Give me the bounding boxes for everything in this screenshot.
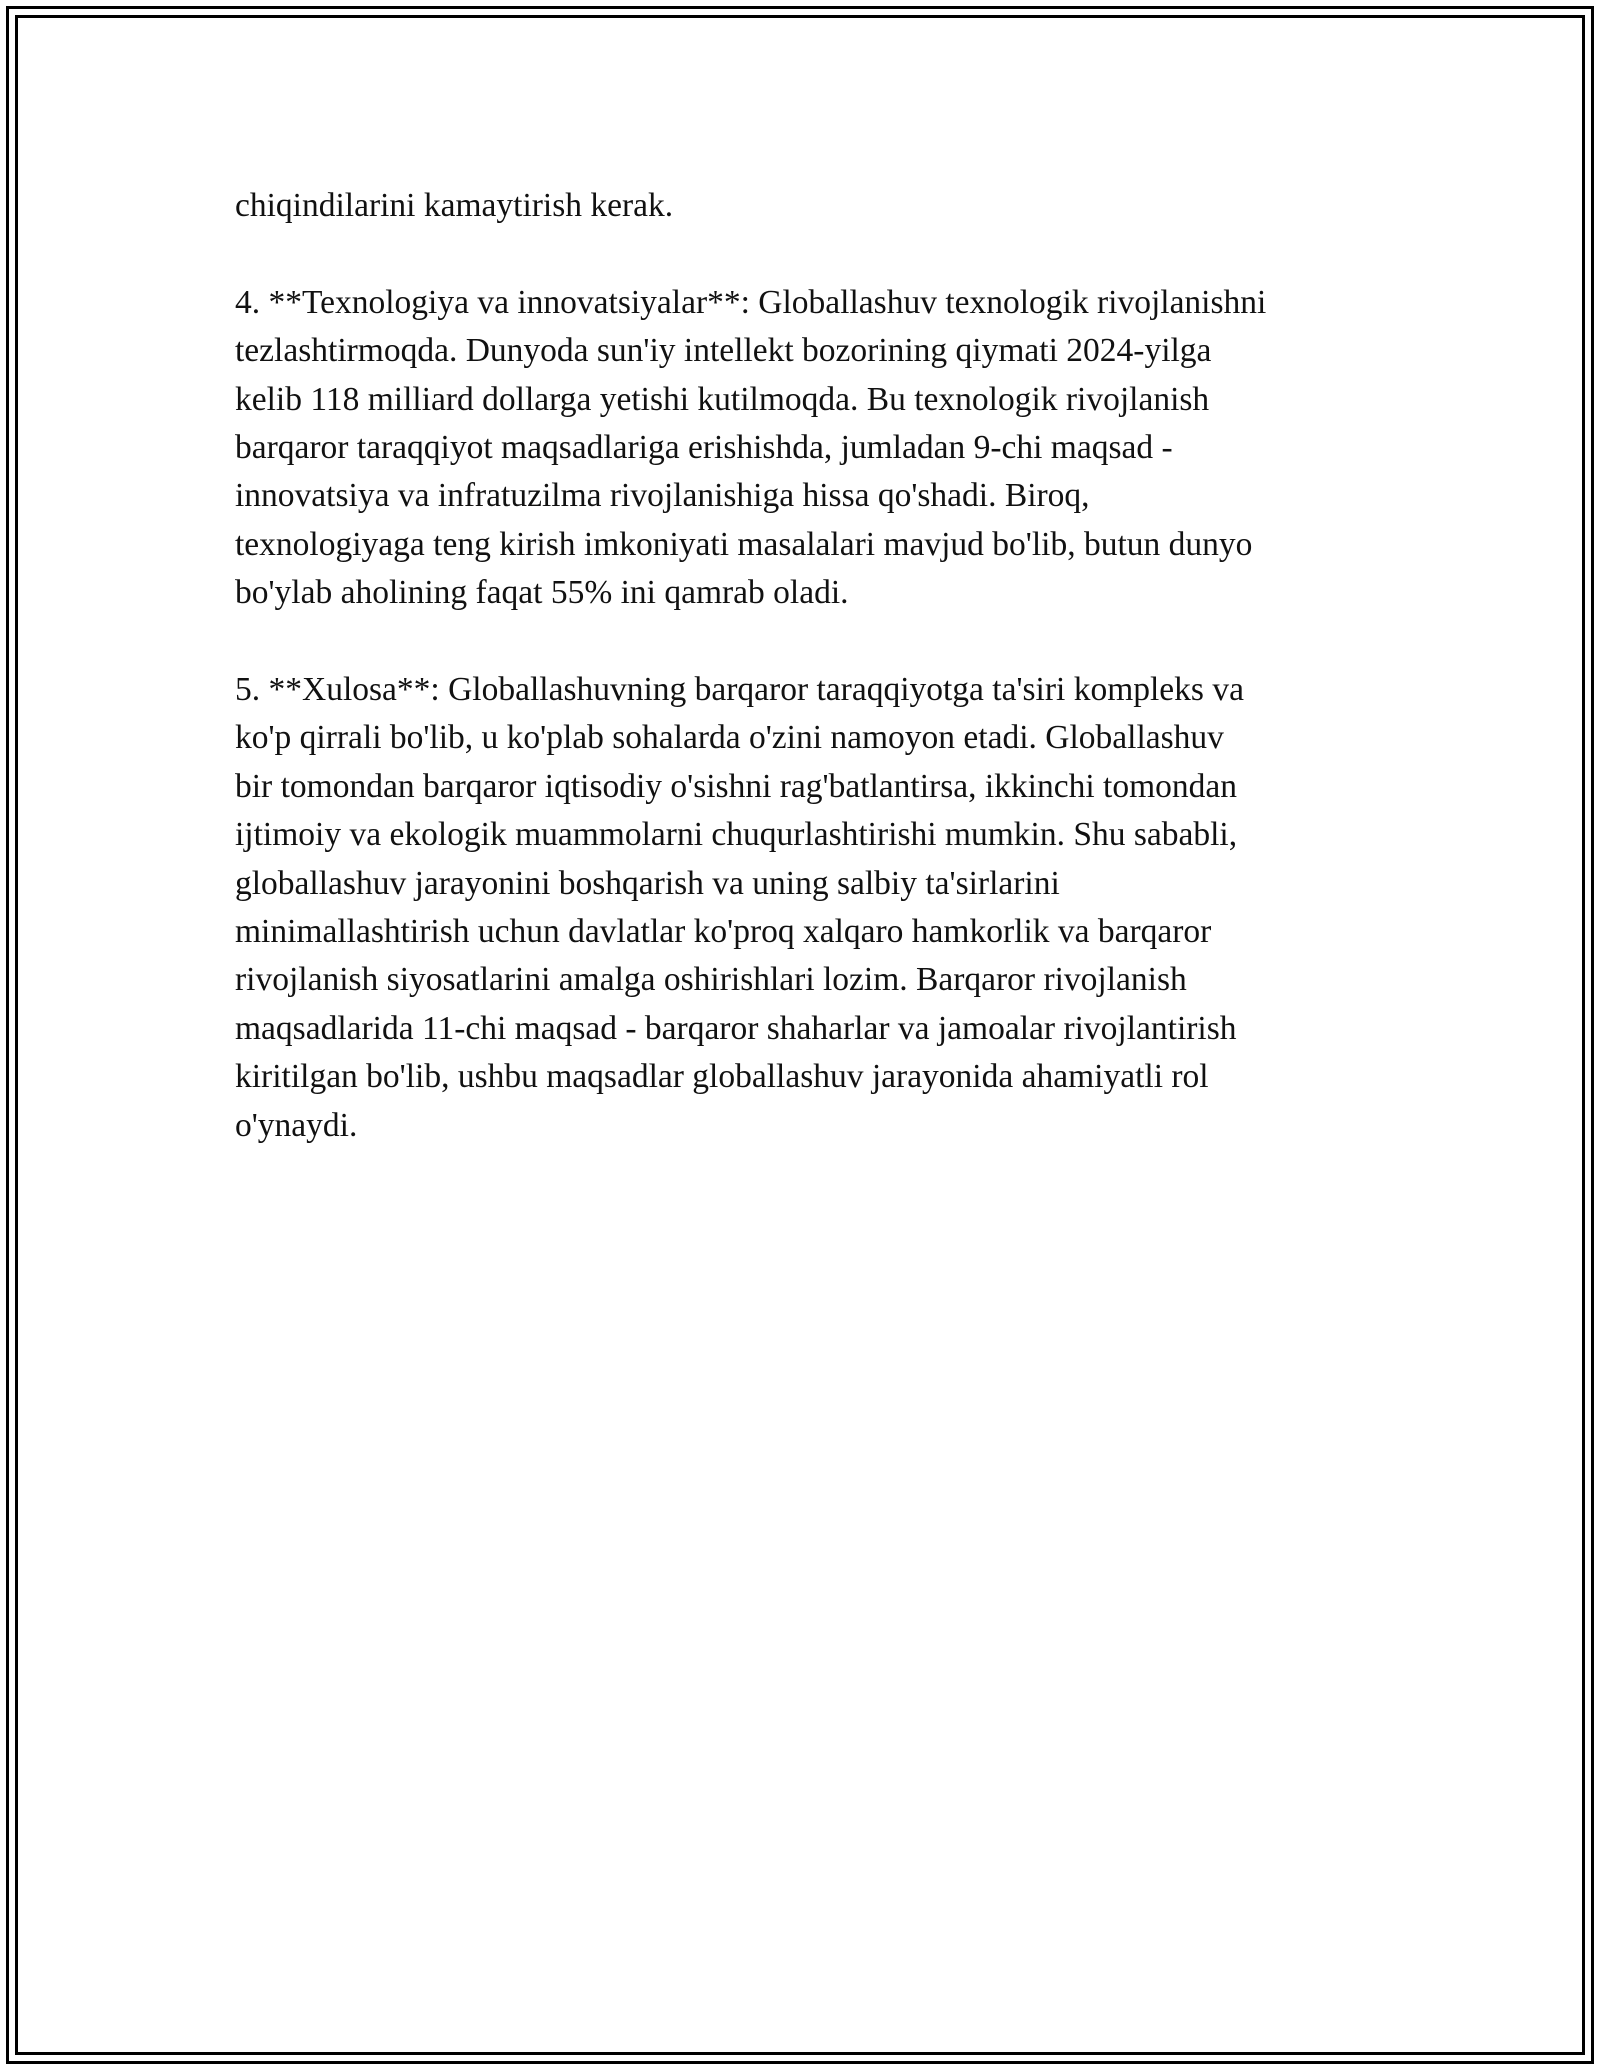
paragraph-technology-innovation: 4. **Texnologiya va innovatsiyalar**: Globallashuv texnologik rivojlanishni tezlashtirmoqda. Dunyoda sun'iy intellekt bozorining qiymati 2024-yilga kelib 118 milliard dollarga yetishi kutilmoqda. Bu texnologik rivojlanish barqaror taraqqiyot maqsadlariga erishishda, jumladan 9-chi maqsad - innovatsiya va infratuzilma rivojlanishiga hissa qo'shadi. Biroq, texnologiyaga teng kirish imkoniyati masalalari mavjud bo'lib, butun dunyo bo'ylab aholining faqat 55% ini qamrab oladi. xyxy=(235,283,1267,612)
document-body xyxy=(235,182,1385,1150)
paragraph-conclusion: 5. **Xulosa**: Globallashuvning barqaror taraqqiyotga ta'siri kompleks va ko'p qirrali bo'lib, u ko'plab sohalarda o'zini namoyon etadi. Globallashuv bir tomondan barqaror iqtisodiy o'sishni rag'batlantirsa, ikkinchi tomondan ijtimoiy va ekologik muammolarni chuqurlashtirishi mumkin. Shu sababli, globallashuv jarayonini boshqarish va uning salbiy ta'sirlarini minimallashtirish uchun davlatlar ko'proq xalqaro hamkorlik va barqaror rivojlanish siyosatlarini amalga oshirishlari lozim. Barqaror rivojlanish maqsadlarida 11-chi maqsad - barqaror shaharlar va jamoalar rivojlantirish kiritilgan bo'lib, ushbu maqsadlar globallashuv jarayonida ahamiyatli rol o'ynaydi. xyxy=(235,671,1244,1144)
paragraph-continuation: chiqindilarini kamaytirish kerak. xyxy=(235,187,674,224)
